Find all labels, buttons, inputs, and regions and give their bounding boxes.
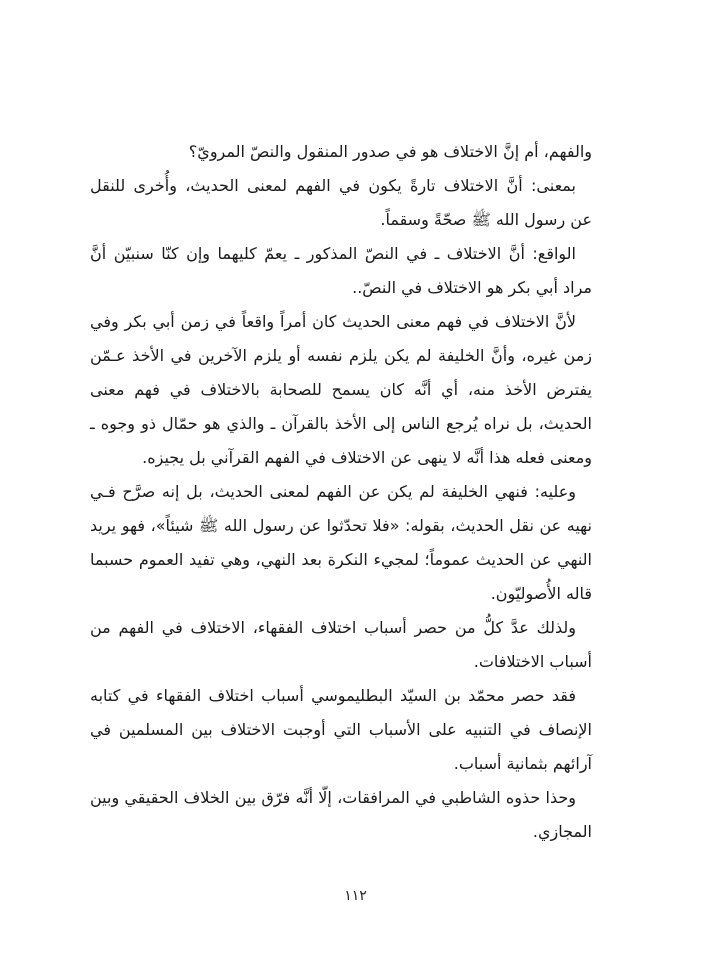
paragraph (90, 305, 592, 475)
text-line: ولذلك عدَّ كلُّ من حصر أسباب اختلاف الفقهاء، الاختلاف في الفهم من (90, 618, 576, 637)
page-text-block (90, 135, 592, 849)
text-line: الإنصاف في التنبيه على الأسباب التي أوجبت الاختلاف بين المسلمين في (90, 720, 592, 739)
text-line: الواقع: أنَّ الاختلاف ـ في النصّ المذكور ـ يعمّ كليهما وإن كنّا سنبيّن أنَّ (90, 244, 576, 263)
text-line: قاله الأُصوليّون. (490, 584, 592, 603)
paragraph (90, 135, 592, 169)
paragraph (90, 679, 592, 781)
text-line: عن رسول الله ﷺ صحّةً وسقماً. (380, 210, 592, 229)
paragraph (90, 781, 592, 849)
text-line: وعليه: فنهي الخليفة لم يكن عن الفهم لمعنى الحديث، بل إنه صرَّح فـي (90, 482, 576, 501)
text-line: ومعنى فعله هذا أنَّه لا ينهى عن الاختلاف في الفهم القرآني بل يجيزه. (142, 448, 592, 467)
text-line: بمعنى: أنَّ الاختلاف تارةً يكون في الفهم لمعنى الحديث، وأُخرى للنقل (90, 176, 576, 195)
text-line: مراد أبي بكر هو الاختلاف في النصّ.. (352, 278, 592, 297)
text-line: آرائهم بثمانية أسباب. (453, 754, 592, 773)
text-line: وحذا حذوه الشاطبي في المرافقات، إلّا أنَّه فرّق بين الخلاف الحقيقي وبين (90, 788, 576, 807)
paragraph (90, 169, 592, 237)
text-line: أسباب الاختلافات. (473, 652, 592, 671)
text-line: نهيه عن نقل الحديث، بقوله: «فلا تحدّثوا عن رسول الله ﷺ شيئاً»، فهو يريد (90, 516, 592, 535)
page-number: ١١٢ (344, 888, 367, 904)
text-line: النهي عن الحديث عموماً؛ لمجيء النكرة بعد النهي، وهي تفيد العموم حسبما (90, 550, 592, 569)
text-line: الحديث، بل نراه يُرجع الناس إلى الأخذ بالقرآن ـ والذي هو حمّال ذو وجوه ـ (90, 414, 592, 433)
paragraph (90, 237, 592, 305)
text-line: فقد حصر محمّد بن السيّد البطليموسي أسباب اختلاف الفقهاء في كتابه (90, 686, 576, 705)
paragraph (90, 475, 592, 611)
text-line: والفهم، أم إنَّ الاختلاف هو في صدور المنقول والنصّ المرويّ؟ (188, 142, 592, 161)
text-line: يفترض الأخذ منه، أي أنَّه كان يسمح للصحابة بالاختلاف في فهم معنى (90, 380, 592, 399)
text-line: زمن غيره، وأنَّ الخليفة لم يكن يلزم نفسه أو يلزم الآخرين في الأخذ عـمّن (90, 346, 592, 365)
text-line: المجازي. (532, 822, 592, 841)
paragraph (90, 611, 592, 679)
text-line: لأنَّ الاختلاف في فهم معنى الحديث كان أمراً واقعاً في زمن أبي بكر وفي (90, 312, 576, 331)
